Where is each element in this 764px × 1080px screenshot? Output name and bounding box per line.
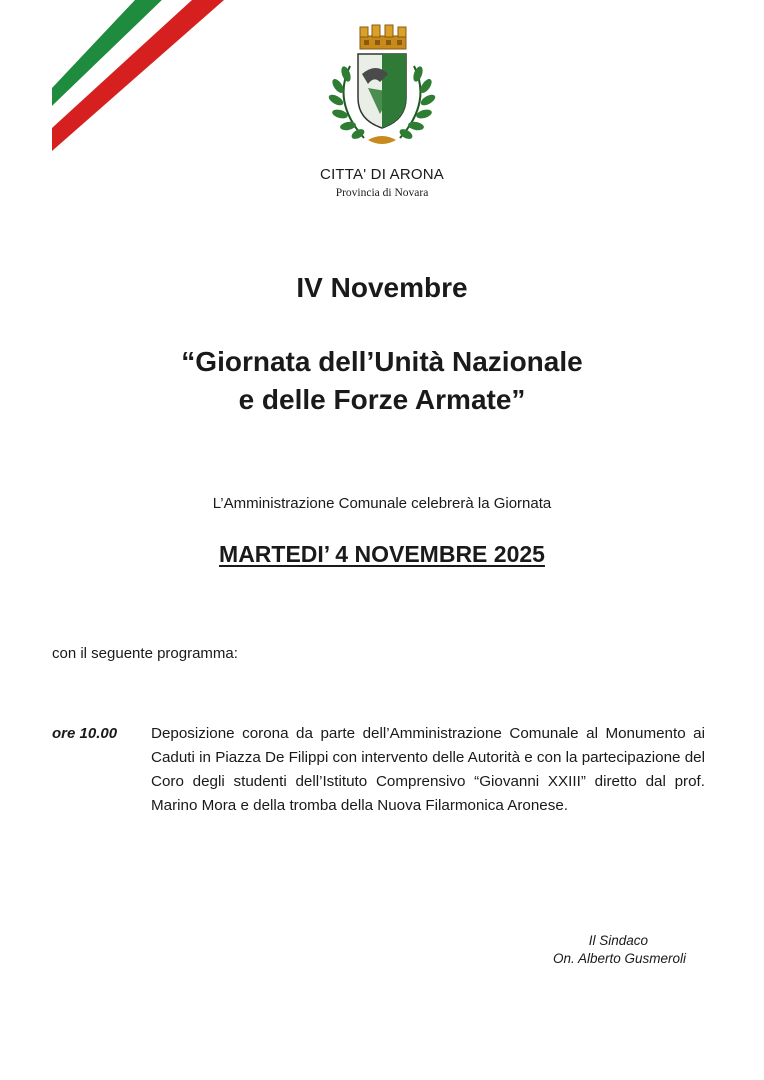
italian-flag-ribbon — [0, 0, 230, 160]
ribbon-bow-icon — [368, 136, 396, 144]
announcement-title: IV Novembre — [296, 272, 468, 303]
event-date: MARTEDI’ 4 NOVEMBRE 2025 — [219, 541, 545, 567]
signature-role: Il Sindaco — [588, 933, 648, 948]
intro-text: L’Amministrazione Comunale celebrerà la Giornata — [212, 495, 552, 512]
signature-block — [486, 932, 686, 968]
subtitle-line-2: e delle Forze Armate” — [238, 384, 526, 415]
coat-of-arms-icon — [322, 22, 442, 150]
signature-name: On. Alberto Gusmeroli — [552, 951, 686, 966]
program-description: Deposizione corona da parte dell’Amministrazione Comunale al Monumento ai Caduti in Piazza De Filippi con intervento delle Autorità e con la partecipazione del Coro degli studenti dell’Istituto Comprensivo “Giovanni XXIII” diretto dal prof. Marino Mora e della tromba della Nuova Filarmonica Aronese. — [151, 725, 705, 814]
crown-icon — [360, 25, 406, 49]
program-time: ore 10.00 — [52, 725, 118, 742]
shield-icon — [358, 54, 406, 128]
province-name: Provincia di Novara — [335, 187, 429, 199]
announcement-subtitle — [0, 343, 764, 419]
city-name: CITTA' DI ARONA — [320, 166, 444, 183]
subtitle-line-1: “Giornata dell’Unità Nazionale — [181, 346, 583, 377]
program-label: con il seguente programma: — [52, 645, 238, 662]
